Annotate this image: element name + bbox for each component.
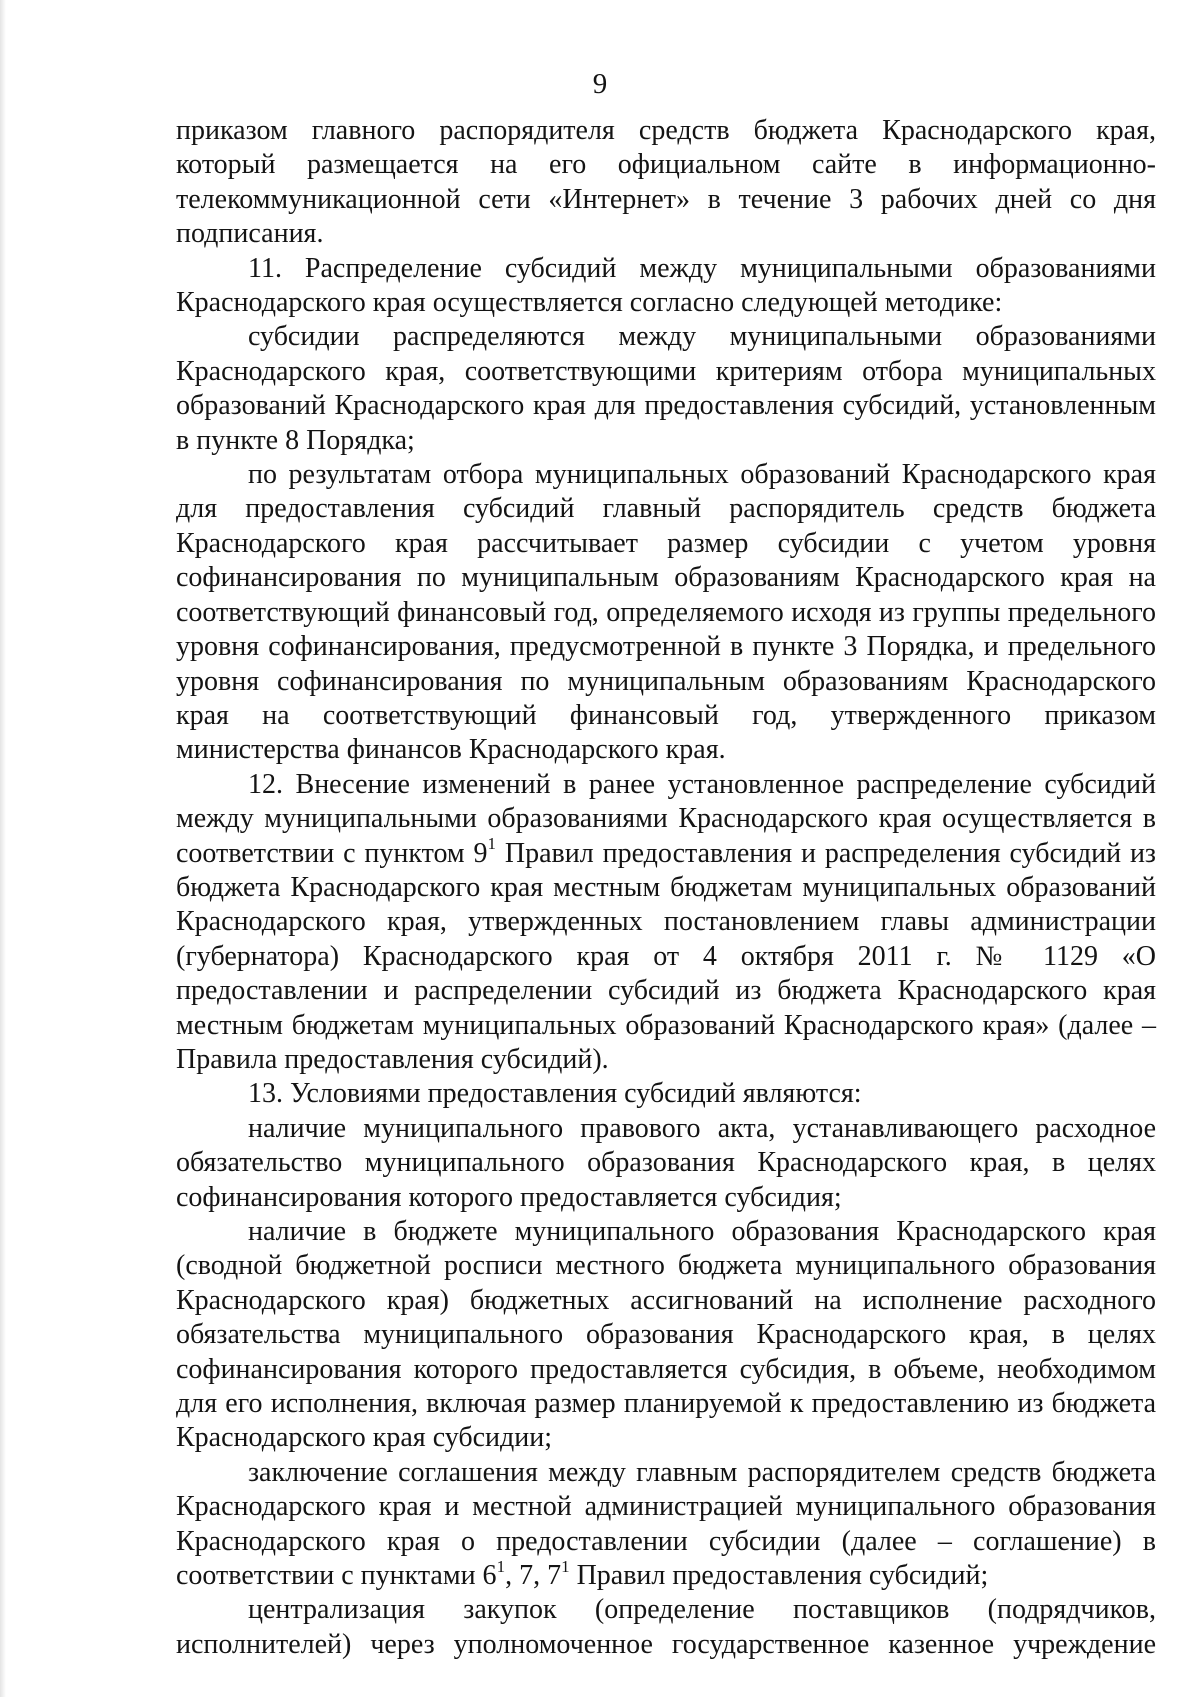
paragraph-distribution-criteria — [176, 320, 1156, 458]
paragraph-selection-results — [176, 458, 1156, 768]
scan-edge — [0, 0, 6, 1697]
paragraph-text: по результатам отбора муниципальных образований Краснодарского края для предоставления субсидий главный распорядитель средств бюджета Краснодарского края рассчитывает размер субсидии с учетом уровня софинансирования по муниципальным образованиям Краснодарского края на соответствующий финансовый год, определяемого исходя из группы предельного уровня софинансирования, предусмотренной в пункте 3 Порядка, и предельного уровня софинансирования по муниципальным образованиям Краснодарского края на соответствующий финансовый год, утвержденного приказом министерства финансов Краснодарского края. — [176, 459, 1156, 766]
paragraph-budget-allocations — [176, 1215, 1156, 1456]
superscript: 1 — [561, 1556, 570, 1576]
paragraph-text: 11. Распределение субсидий между муниципальными образованиями Краснодарского края осуществляется согласно следующей методике: — [176, 252, 1156, 319]
paragraph-text: Правил предоставления и распределения субсидий из бюджета Краснодарского края местным бюджетам муниципальных образований Краснодарского края, утвержденных постановлением главы администрации (губернатора) Краснодарского края от 4 октября 2011 г. № 1129 «О предоставлении и распределении субсидий из бюджета Краснодарского края местным бюджетам муниципальных образований Краснодарского края» (далее – Правила предоставления субсидий). — [176, 837, 1156, 1075]
paragraph-text: Правил предоставления субсидий; — [569, 1560, 989, 1592]
document-body — [176, 114, 1156, 1662]
superscript: 1 — [487, 834, 497, 854]
superscript: 1 — [496, 1556, 506, 1576]
paragraph-text: 12. Внесение изменений в ранее установленное распределение субсидий между муниципальными образованиями Краснодарского края осуществляется в соответствии с пунктом 9 — [176, 768, 1156, 869]
paragraph-text: наличие муниципального правового акта, устанавливающего расходное обязательство муниципального образования Краснодарского края, в целях софинансирования которого предоставляется субсидия; — [176, 1112, 1156, 1213]
paragraph-legal-act — [176, 1112, 1156, 1215]
paragraph-continuation — [176, 114, 1156, 252]
paragraph-text: субсидии распределяются между муниципальными образованиями Краснодарского края, соответствующими критериям отбора муниципальных образований Краснодарского края для предоставления субсидий, установленным в пункте 8 Порядка; — [176, 321, 1156, 456]
paragraph-text: наличие в бюджете муниципального образования Краснодарского края (сводной бюджетной росписи местного бюджета муниципального образования Краснодарского края) бюджетных ассигнований на исполнение расходного обязательства муниципального образования Краснодарского края, в целях софинансирования которого предоставляется субсидия, в объеме, необходимом для его исполнения, включая размер планируемой к предоставлению из бюджета Краснодарского края субсидии; — [176, 1216, 1156, 1454]
page-number: 9 — [592, 68, 608, 100]
paragraph-text: , 7, 7 — [505, 1560, 562, 1592]
paragraph-item-11 — [176, 252, 1156, 321]
paragraph-agreement — [176, 1456, 1156, 1594]
paragraph-item-13 — [176, 1077, 1156, 1111]
paragraph-text: 13. Условиями предоставления субсидий являются: — [248, 1078, 862, 1110]
paragraph-item-12 — [176, 768, 1156, 1078]
paragraph-text: заключение соглашения между главным распорядителем средств бюджета Краснодарского края и местной администрацией муниципального образования Краснодарского края о предоставлении субсидии (далее – соглашение) в соответствии с пунктами 6 — [176, 1456, 1156, 1592]
paragraph-procurement — [176, 1593, 1156, 1662]
paragraph-text: приказом главного распорядителя средств бюджета Краснодарского края, который размещается на его официальном сайте в информационно-телекоммуникационной сети «Интернет» в течение 3 рабочих дней со дня подписания. — [176, 115, 1156, 250]
paragraph-text: централизация закупок (определение поставщиков (подрядчиков, исполнителей) через уполномоченное государственное казенное учреждение — [176, 1594, 1156, 1660]
